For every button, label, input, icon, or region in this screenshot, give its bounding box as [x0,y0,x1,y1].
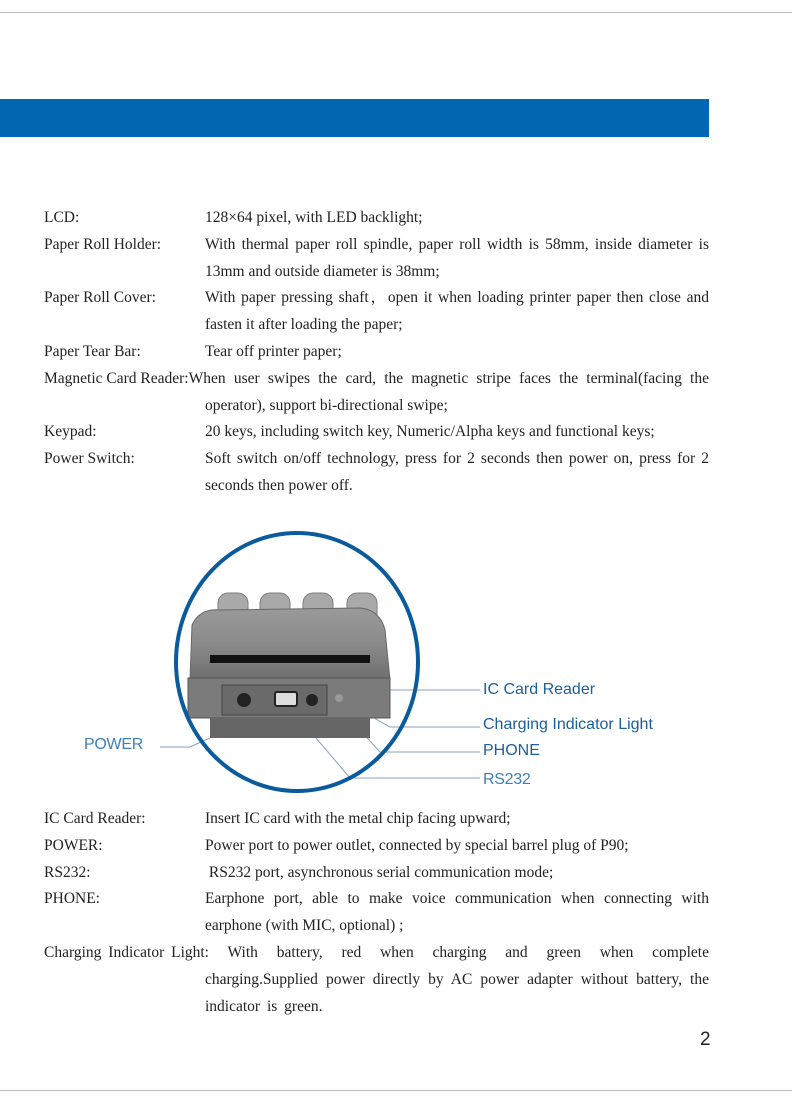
port-label: Charging Indicator Light: [44,943,209,961]
port-item [44,886,709,940]
spec-item [44,232,709,286]
spec-item [44,339,709,366]
port-value: Insert IC card with the metal chip facing upward; [205,810,511,827]
bottom-rule [0,1090,792,1091]
port-item [44,940,709,1020]
callout-charging-light: Charging Indicator Light [483,716,653,733]
port-label: PHONE: [44,890,100,908]
port-value: Power port to power outlet, connected by special barrel plug of P90; [205,836,629,854]
port-value: RS232 port, asynchronous serial communication mode; [205,863,554,881]
callout-phone: PHONE [483,742,540,759]
spec-label: Power Switch: [44,450,135,468]
top-rule [0,12,792,13]
spec-item [44,419,709,446]
port-value: With battery, red when charging and green when complete charging.Supplied power directly by AC power adapter without battery, the indicator is green. [205,943,709,1015]
port-value: Earphone port, able to make voice communication when connecting with earphone (with MIC, optional) ; [205,890,709,935]
spec-item [44,285,709,339]
port-item [44,806,709,833]
spec-value: When user swipes the card, the magnetic stripe faces the terminal(facing the operator), support bi-directional swipe; [188,369,709,414]
spec-value: 128×64 pixel, with LED backlight; [205,209,423,226]
port-label: RS232: [44,863,91,881]
port-label: IC Card Reader: [44,810,146,827]
spec-value: Tear off printer paper; [205,342,342,360]
device-port-figure [60,530,680,800]
page-number: 2 [700,1029,711,1050]
port-item [44,833,709,860]
spec-item [44,205,709,232]
spec-label: Keypad: [44,423,97,441]
component-spec-list [44,205,709,500]
port-spec-list [44,806,709,1020]
spec-item [44,366,709,420]
device-photo [60,530,680,800]
spec-value: 20 keys, including switch key, Numeric/Alpha keys and functional keys; [205,423,655,441]
spec-value: Soft switch on/off technology, press for 2 seconds then power on, press for 2 seconds then power off. [205,450,709,494]
callout-ic-card-reader: IC Card Reader [483,681,596,698]
callout-rs232: RS232 [483,771,531,788]
callout-power: POWER [84,736,143,753]
spec-value: With paper pressing shaft，open it when loading printer paper then close and fasten it after loading the paper; [205,289,709,334]
port-item [44,860,709,887]
port-label: POWER: [44,836,103,854]
spec-label: Paper Tear Bar: [44,342,141,360]
section-banner [0,99,709,137]
spec-item [44,446,709,500]
spec-label: Paper Roll Holder: [44,235,162,253]
spec-label: LCD: [44,209,80,226]
spec-label: Paper Roll Cover: [44,289,156,307]
spec-label: Magnetic Card Reader: [44,369,189,387]
spec-value: With thermal paper roll spindle, paper roll width is 58mm, inside diameter is 13mm and outside diameter is 38mm; [205,235,709,280]
